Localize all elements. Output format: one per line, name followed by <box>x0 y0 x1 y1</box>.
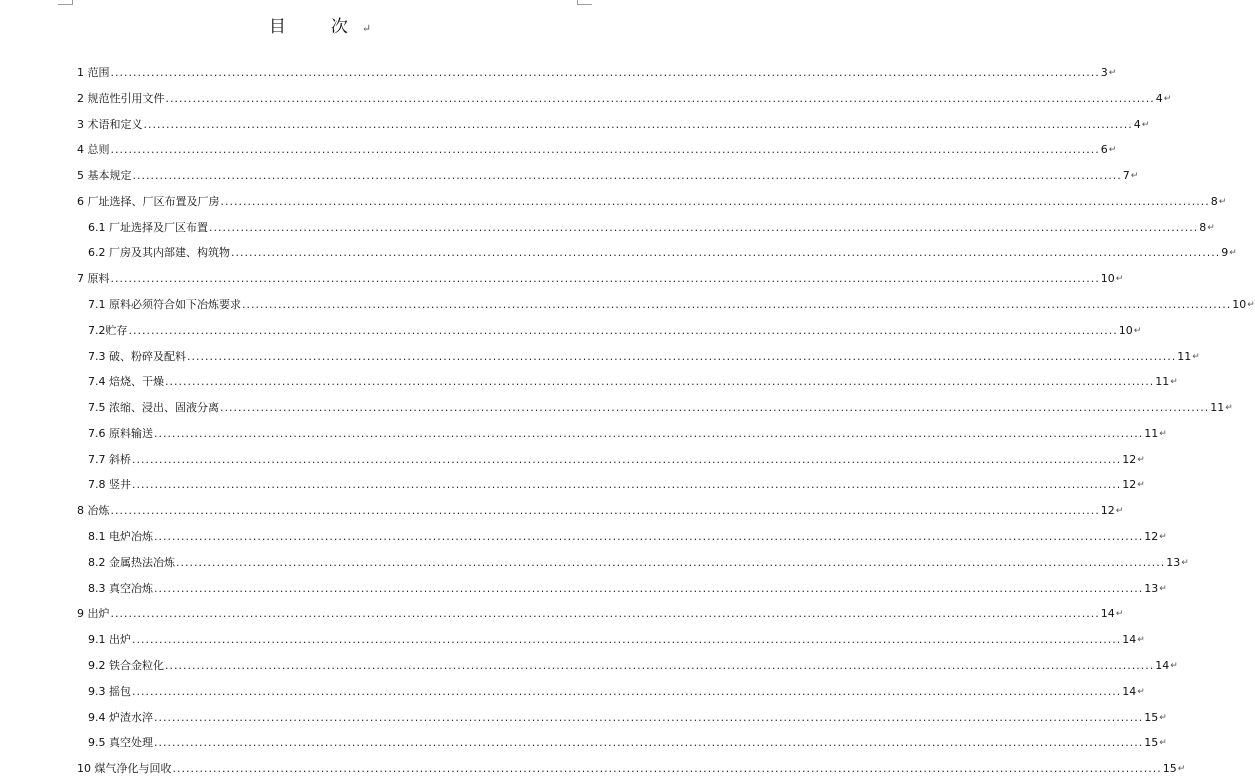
toc-entry-page: 10 <box>1100 272 1115 286</box>
toc-dot-leader: ............................................................................................................................................................................................................................ <box>165 375 1155 389</box>
toc-entry-page: 8 <box>1199 220 1207 234</box>
toc-entry-page: 10 <box>1118 323 1133 337</box>
toc-dot-leader: ............................................................................................................................................................................................................................ <box>132 169 1122 183</box>
toc-entry-label: 8 冶炼 <box>77 504 110 518</box>
toc-entry-label: 9.1 出炉 <box>88 633 131 647</box>
paragraph-mark-icon: ↵ <box>1177 764 1186 775</box>
paragraph-mark-icon: ↵ <box>1159 428 1167 439</box>
toc-entry-label: 6 厂址选择、厂区布置及厂房 <box>77 194 220 208</box>
paragraph-mark-icon: ↵ <box>1137 480 1145 491</box>
toc-entry-label: 1 范围 <box>77 66 110 79</box>
paragraph-mark-icon: ↵ <box>1159 738 1167 749</box>
paragraph-mark-icon: ↵ <box>1207 222 1215 233</box>
toc-dot-leader: ............................................................................................................................................................................................................................ <box>187 349 1177 363</box>
toc-entry[interactable] <box>88 243 1237 260</box>
toc-entry-page: 10 <box>1232 298 1247 312</box>
toc-entry-page: 11 <box>1210 401 1225 415</box>
toc-entry-label: 7.4 焙烧、干燥 <box>88 375 164 389</box>
paragraph-mark-icon: ↵ <box>361 22 372 35</box>
toc-entry-page: 3 <box>1100 66 1108 79</box>
toc-entry[interactable] <box>77 759 1186 776</box>
toc-entry-label: 8.3 真空冶炼 <box>88 581 153 595</box>
toc-entry[interactable] <box>77 63 1117 79</box>
toc-dot-leader: ............................................................................................................................................................................................................................ <box>242 298 1232 312</box>
toc-entry[interactable] <box>77 89 1172 105</box>
page-title-text: 目 次 <box>268 17 362 37</box>
toc-entry-label: 5 基本规定 <box>77 169 132 183</box>
toc-entry-label: 7.8 竖井 <box>88 478 131 492</box>
toc-dot-leader: ............................................................................................................................................................................................................................ <box>220 194 1210 208</box>
toc-entry-label: 9.3 摇包 <box>88 684 131 698</box>
toc-entry-label: 8.2 金属热法冶炼 <box>88 555 175 569</box>
toc-dot-leader: ............................................................................................................................................................................................................................ <box>176 555 1166 569</box>
paragraph-mark-icon: ↵ <box>1163 93 1172 104</box>
toc-entry-page: 11 <box>1155 375 1170 389</box>
toc-entry-page: 14 <box>1122 684 1137 698</box>
toc-entry-label: 3 术语和定义 <box>77 117 143 131</box>
paragraph-mark-icon: ↵ <box>1229 248 1237 259</box>
toc-entry[interactable] <box>77 269 1124 286</box>
toc-entry-page: 11 <box>1144 426 1159 440</box>
toc-entry-page: 4 <box>1155 91 1163 105</box>
toc-dot-leader: ............................................................................................................................................................................................................................ <box>110 66 1100 79</box>
toc-entry[interactable] <box>88 398 1233 415</box>
paragraph-mark-icon: ↵ <box>1115 506 1124 517</box>
paragraph-mark-icon: ↵ <box>1170 660 1178 671</box>
paragraph-mark-icon: ↵ <box>1192 351 1200 362</box>
toc-entry-label: 7.3 破、粉碎及配料 <box>88 349 186 363</box>
toc-entry-label: 10 煤气净化与回收 <box>77 762 172 776</box>
toc-entry[interactable] <box>88 553 1189 569</box>
toc-entry-page: 15 <box>1162 762 1177 776</box>
toc-entry[interactable] <box>77 166 1139 183</box>
paragraph-mark-icon: ↵ <box>1115 274 1124 285</box>
paragraph-mark-icon: ↵ <box>1181 557 1189 568</box>
toc-entry-page: 4 <box>1133 117 1141 131</box>
toc-entry[interactable] <box>77 192 1227 208</box>
toc-entry-label: 7.1 原料必须符合如下冶炼要求 <box>88 298 241 312</box>
toc-entry-label: 6.1 厂址选择及厂区布置 <box>88 220 208 234</box>
toc-entry[interactable] <box>77 604 1124 621</box>
toc-entry[interactable] <box>77 140 1117 157</box>
paragraph-mark-icon: ↵ <box>1159 532 1167 543</box>
toc-entry-label: 2 规范性引用文件 <box>77 91 165 105</box>
toc-dot-leader: ............................................................................................................................................................................................................................ <box>132 452 1122 466</box>
toc-entry-page: 9 <box>1221 246 1229 260</box>
toc-entry-label: 9.5 真空处理 <box>88 736 153 750</box>
toc-entry-label: 9.4 炉渣水淬 <box>88 710 153 724</box>
paragraph-mark-icon: ↵ <box>1225 403 1233 414</box>
toc-entry-page: 12 <box>1144 530 1159 544</box>
toc-entry[interactable] <box>88 295 1255 312</box>
toc-dot-leader: ............................................................................................................................................................................................................................ <box>165 91 1155 105</box>
toc-dot-leader: ............................................................................................................................................................................................................................ <box>154 736 1144 750</box>
toc-entry-label: 7.7 斜桥 <box>88 452 131 466</box>
toc-entry-page: 14 <box>1122 633 1137 647</box>
toc-entry-label: 6.2 厂房及其内部建、构筑物 <box>88 246 230 260</box>
paragraph-mark-icon: ↵ <box>1137 454 1145 465</box>
toc-entry-label: 9 出炉 <box>77 607 110 621</box>
toc-entry-label: 7.5 浓缩、浸出、固液分离 <box>88 401 219 415</box>
paragraph-mark-icon: ↵ <box>1115 609 1124 620</box>
toc-dot-leader: ............................................................................................................................................................................................................................ <box>165 658 1155 672</box>
toc-entry-label: 7.6 原料输送 <box>88 426 153 440</box>
toc-entry[interactable] <box>88 708 1167 724</box>
paragraph-mark-icon: ↵ <box>1159 712 1167 723</box>
paragraph-mark-icon: ↵ <box>1159 583 1167 594</box>
toc-entry-page: 13 <box>1166 555 1181 569</box>
toc-dot-leader: ............................................................................................................................................................................................................................ <box>110 143 1100 157</box>
toc-entry-label: 8.1 电炉冶炼 <box>88 530 153 544</box>
toc-dot-leader: ............................................................................................................................................................................................................................ <box>154 581 1144 595</box>
toc-entry[interactable] <box>88 321 1142 337</box>
toc-entry[interactable] <box>77 115 1150 131</box>
paragraph-mark-icon: ↵ <box>1130 171 1139 182</box>
toc-dot-leader: ............................................................................................................................................................................................................................ <box>154 710 1144 724</box>
toc-entry[interactable] <box>88 372 1178 389</box>
toc-entry-page: 14 <box>1100 607 1115 621</box>
toc-dot-leader: ............................................................................................................................................................................................................................ <box>128 323 1118 337</box>
toc-entry[interactable] <box>88 527 1167 544</box>
toc-dot-leader: ............................................................................................................................................................................................................................ <box>143 117 1133 131</box>
toc-entry[interactable] <box>88 218 1215 234</box>
paragraph-mark-icon: ↵ <box>1133 325 1142 336</box>
toc-dot-leader: ............................................................................................................................................................................................................................ <box>231 246 1221 260</box>
toc-entry[interactable] <box>88 424 1167 440</box>
toc-entry-page: 12 <box>1122 478 1137 492</box>
toc-entry-label: 9.2 铁合金粒化 <box>88 658 164 672</box>
paragraph-mark-icon: ↵ <box>1141 119 1150 130</box>
toc-entry[interactable] <box>77 501 1124 518</box>
toc-entry[interactable] <box>88 579 1167 595</box>
toc-entry[interactable] <box>88 656 1178 672</box>
toc-entry-page: 6 <box>1100 143 1108 157</box>
toc-entry[interactable] <box>88 347 1200 363</box>
toc-entry-page: 13 <box>1144 581 1159 595</box>
toc-entry-page: 11 <box>1177 349 1192 363</box>
toc-entry-page: 15 <box>1144 736 1159 750</box>
toc-entry-page: 15 <box>1144 710 1159 724</box>
toc-entry-label: 4 总则 <box>77 143 110 157</box>
toc-entry-page: 8 <box>1210 194 1218 208</box>
toc-dot-leader: ............................................................................................................................................................................................................................ <box>132 633 1122 647</box>
toc-dot-leader: ............................................................................................................................................................................................................................ <box>110 504 1100 518</box>
toc-dot-leader: ............................................................................................................................................................................................................................ <box>110 607 1100 621</box>
toc-entry-label: 7.2贮存 <box>88 323 128 337</box>
toc-dot-leader: ............................................................................................................................................................................................................................ <box>209 220 1199 234</box>
toc-dot-leader: ............................................................................................................................................................................................................................ <box>132 478 1122 492</box>
toc-entry[interactable] <box>88 630 1145 647</box>
toc-dot-leader: ............................................................................................................................................................................................................................ <box>172 762 1162 776</box>
toc-dot-leader: ............................................................................................................................................................................................................................ <box>132 684 1122 698</box>
paragraph-mark-icon: ↵ <box>1108 68 1117 78</box>
toc-dot-leader: ............................................................................................................................................................................................................................ <box>220 401 1210 415</box>
toc-dot-leader: ............................................................................................................................................................................................................................ <box>154 426 1144 440</box>
paragraph-mark-icon: ↵ <box>1247 300 1255 311</box>
paragraph-mark-icon: ↵ <box>1137 686 1145 697</box>
paragraph-mark-icon: ↵ <box>1108 145 1117 156</box>
paragraph-mark-icon: ↵ <box>1137 635 1145 646</box>
toc-entry-label: 7 原料 <box>77 272 110 286</box>
toc-dot-leader: ............................................................................................................................................................................................................................ <box>110 272 1100 286</box>
toc-entry-page: 12 <box>1122 452 1137 466</box>
toc-entry-page: 7 <box>1122 169 1130 183</box>
toc-entry-page: 14 <box>1155 658 1170 672</box>
paragraph-mark-icon: ↵ <box>1218 196 1227 207</box>
toc-entry-page: 12 <box>1100 504 1115 518</box>
toc-entry[interactable] <box>88 682 1145 698</box>
toc-entry[interactable] <box>88 450 1145 466</box>
toc-entry[interactable] <box>88 733 1167 750</box>
paragraph-mark-icon: ↵ <box>1170 377 1178 388</box>
toc-entry[interactable] <box>88 475 1145 492</box>
toc-dot-leader: ............................................................................................................................................................................................................................ <box>154 530 1144 544</box>
